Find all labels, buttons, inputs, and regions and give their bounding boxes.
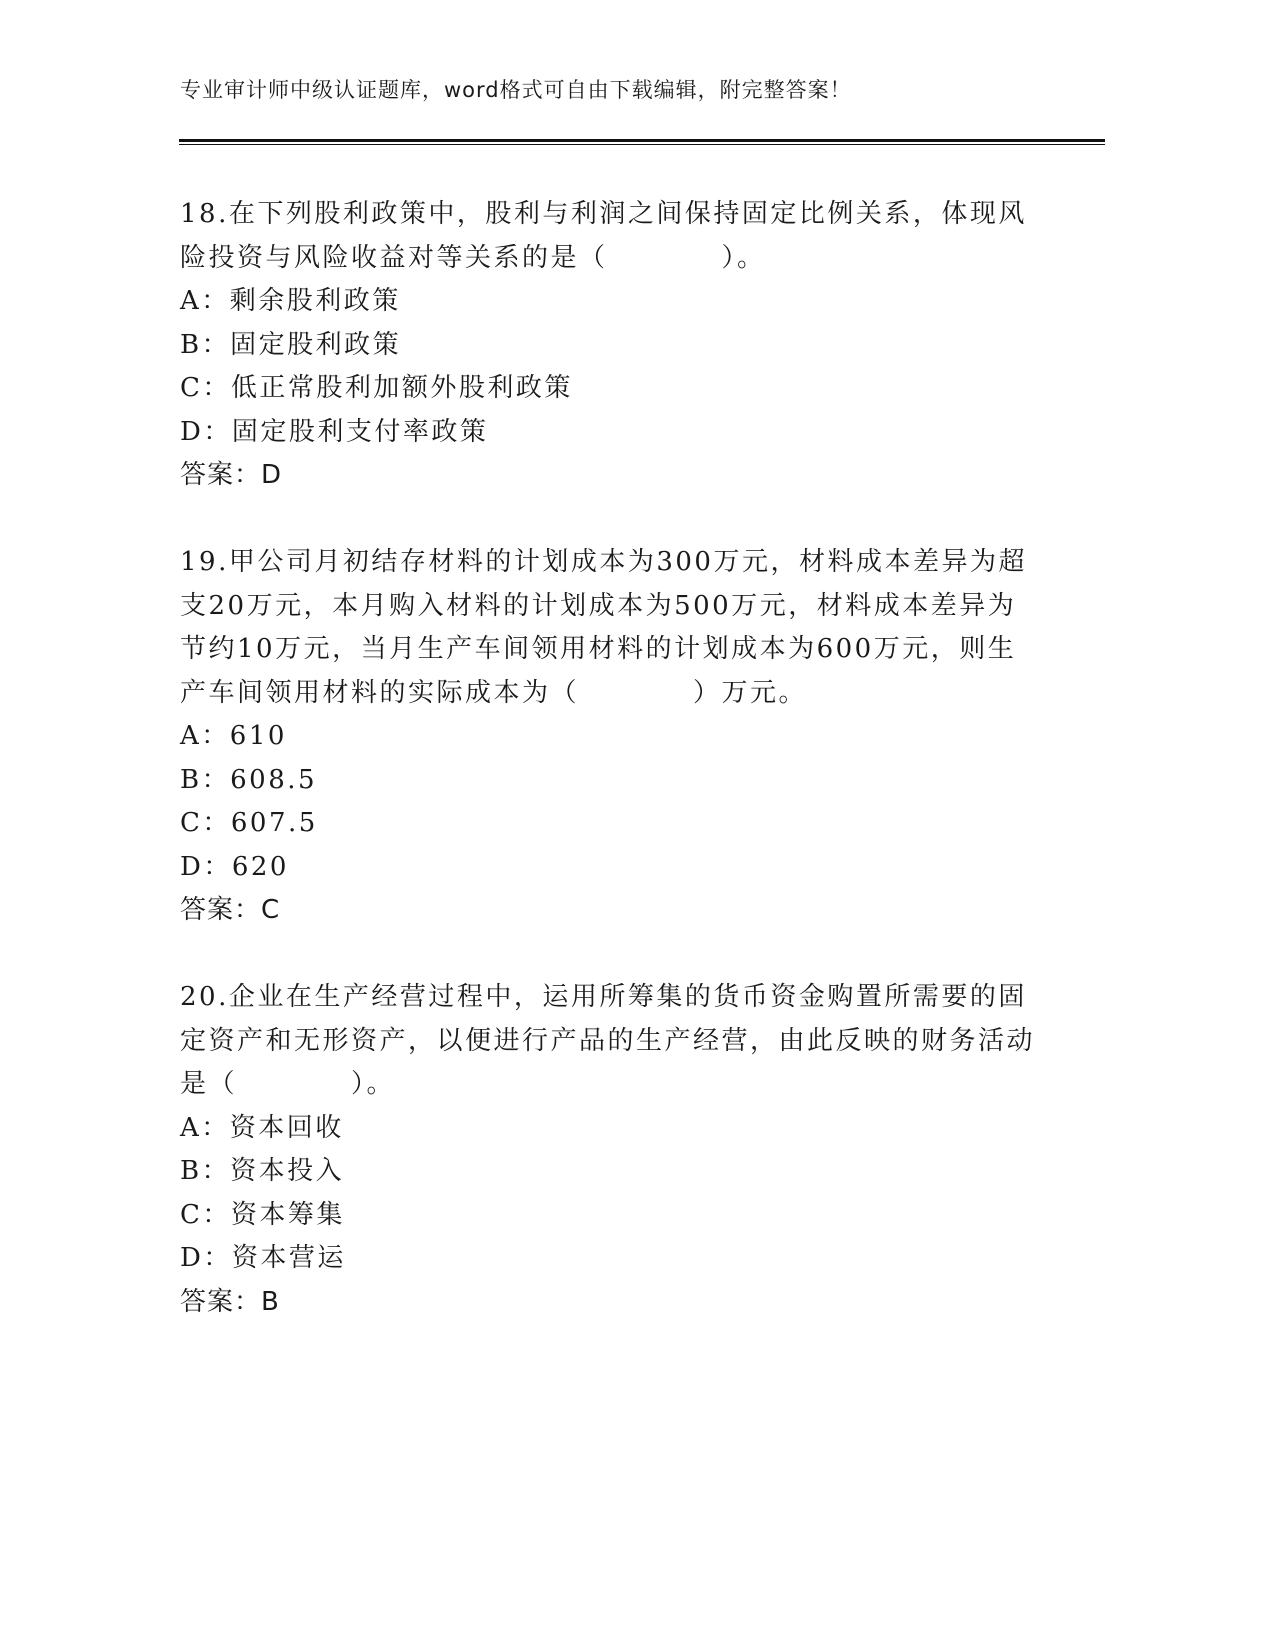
option-c: C：低正常股利加额外股利政策 (180, 373, 573, 403)
option-c: C：资本筹集 (180, 1199, 345, 1230)
option-b: B：608.5 (180, 764, 318, 795)
question-20 (180, 976, 1040, 1324)
option-a: A：剩余股利政策 (180, 286, 401, 316)
option-b: B：资本投入 (180, 1156, 345, 1186)
option-c: C：607.5 (180, 808, 318, 838)
option-b: B：固定股利政策 (180, 329, 402, 360)
answer: 答案：B (180, 1286, 280, 1317)
question-stem: 19.甲公司月初结存材料的计划成本为300万元，材料成本差异为超支20万元，本月购入材料的计划成本为500万元，材料成本差异为节约10万元，当月生产车间领用材料的计划成本为600万元，则生产车间领用材料的实际成本为（ ）万元。 (180, 547, 1027, 708)
option-a: A：资本回收 (180, 1112, 344, 1143)
header-divider (179, 139, 1105, 142)
header-divider-thin (179, 144, 1105, 145)
document-header: 专业审计师中级认证题库，word格式可自由下载编辑，附完整答案！ (180, 78, 852, 102)
option-d: D：620 (180, 851, 289, 882)
question-19 (180, 541, 1040, 933)
answer: 答案：D (180, 460, 283, 490)
option-d: D：资本营运 (180, 1243, 346, 1273)
option-d: D：固定股利支付率政策 (180, 416, 489, 447)
question-stem: 18.在下列股利政策中，股利与利润之间保持固定比例关系，体现风险投资与风险收益对等关系的是（ ）。 (180, 199, 1027, 273)
answer: 答案：C (180, 895, 281, 925)
question-stem: 20.企业在生产经营过程中，运用所筹集的货币资金购置所需要的固定资产和无形资产，以便进行产品的生产经营，由此反映的财务活动是（ ）。 (180, 982, 1036, 1099)
option-a: A：610 (180, 721, 287, 751)
question-18 (180, 193, 1040, 498)
